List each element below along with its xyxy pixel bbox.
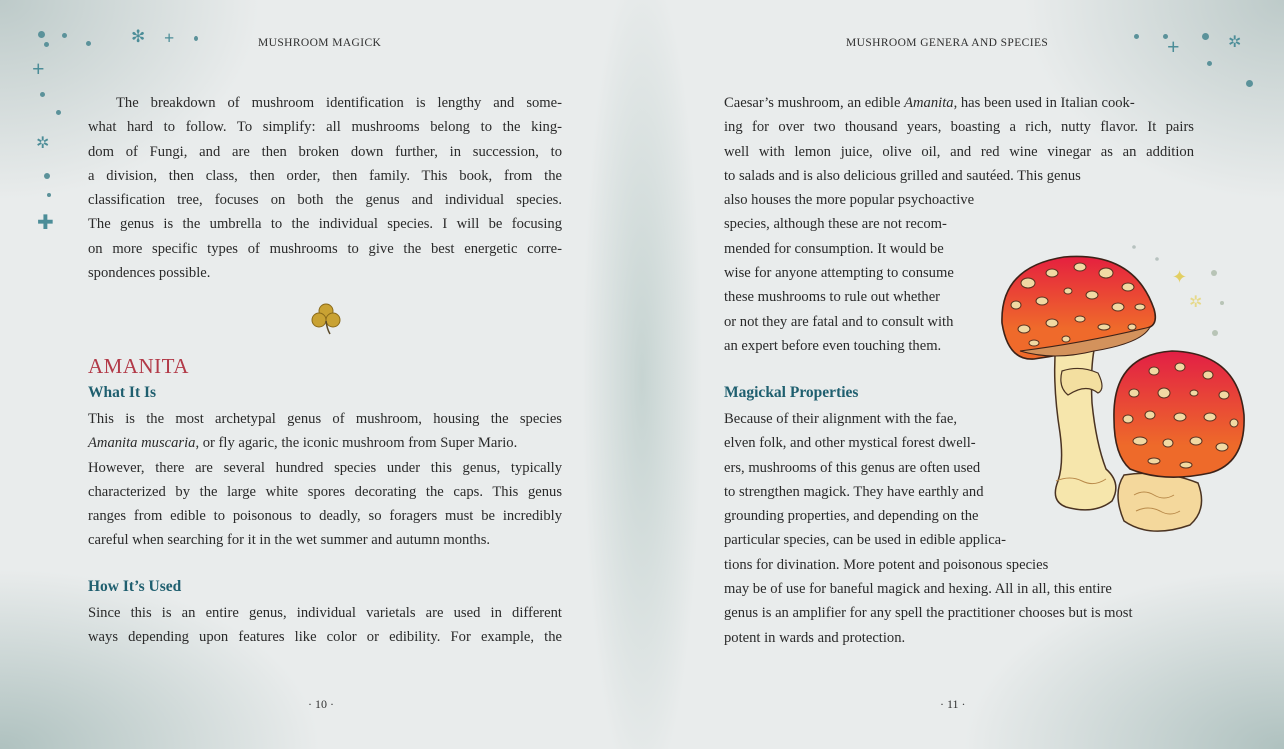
magickal-properties-heading: Magickal Properties: [724, 384, 859, 401]
genus-title: AMANITA: [88, 354, 189, 378]
how-its-used-paragraph: Since this is an entire genus, individual varietals are used in different ways depending upon features like color or edibility. For example, the: [88, 605, 562, 646]
clover-icon: [309, 301, 343, 337]
sparkle-icon: +: [164, 28, 175, 48]
what-it-is-paragraph: This is the most archetypal genus of mushroom, housing the species Amanita muscaria, or fly agaric, the iconic mushroom from Super Mario. However, there are several hundred species under this genus, typically characterized by the large white spores decorating the caps. This genus ranges from edible to poisonous to deadly, so foragers must be incredibly careful when searching for it in the wet summer and autumn months.: [88, 411, 562, 549]
magickal-properties-paragraph: Because of their alignment with the fae, elven folk, and other mystical forest dwell- ers, mushrooms of this genus are often used to strengthen magick. They have earthly and grounding properties, and depending on the particular species, can be used in edible applica- tions for divination. More potent and poisonous species may be of use for baneful magick and hexing. All in all, this entire genus is an amplifier for any spell the practitioner chooses but is most potent in wards and protection.: [724, 411, 1133, 646]
svg-text:✲: ✲: [1189, 294, 1203, 311]
intro-paragraph: The breakdown of mushroom identification is lengthy and some- what hard to follow. To simplify: all mushrooms belong to the king- dom of Fungi, and are then broken down further, in succession, to a division, then class, then order, then family. This book, from the classification tree, focuses on both the genus and individual species. The genus is the umbrella to the individual species. I will be focusing on more specific types of mushrooms to give the best energetic corre- spondences possible.: [88, 95, 562, 282]
right-page: [642, 0, 1284, 749]
star-icon: ✻: [131, 27, 146, 46]
amanita-mushrooms-illustration: [994, 243, 1250, 539]
sparkle-icon: +: [32, 56, 45, 81]
svg-text:✦: ✦: [1172, 267, 1188, 287]
page-number: · 11 ·: [940, 697, 966, 711]
crescent-moon-icon: [54, 46, 84, 87]
how-its-used-heading: How It’s Used: [88, 578, 182, 595]
star-icon: ✲: [1228, 34, 1242, 51]
page-number: · 10 ·: [308, 697, 334, 711]
sparkle-icon: +: [1167, 34, 1180, 59]
star-icon: ✲: [36, 135, 50, 152]
running-head: MUSHROOM MAGICK: [258, 37, 382, 49]
running-head: MUSHROOM GENERA AND SPECIES: [846, 37, 1049, 49]
what-it-is-heading: What It Is: [88, 384, 157, 401]
caesar-paragraph: Caesar’s mushroom, an edible Amanita, has been used in Italian cook- ing for over two thousand years, boasting a rich, nutty flavor. It pairs well with lemon juice, olive oil, and red wine vinegar as an addition to salads and is also delicious grilled and sautéed. This genus also houses the more popular psychoactive species, although these are not recom- mended for consumption. It would be wise for anyone attempting to consume these mushrooms to rule out whether or not they are fatal and to consult with an expert before even touching them.: [724, 95, 1194, 354]
clover-star-icon: ✚: [37, 212, 54, 234]
